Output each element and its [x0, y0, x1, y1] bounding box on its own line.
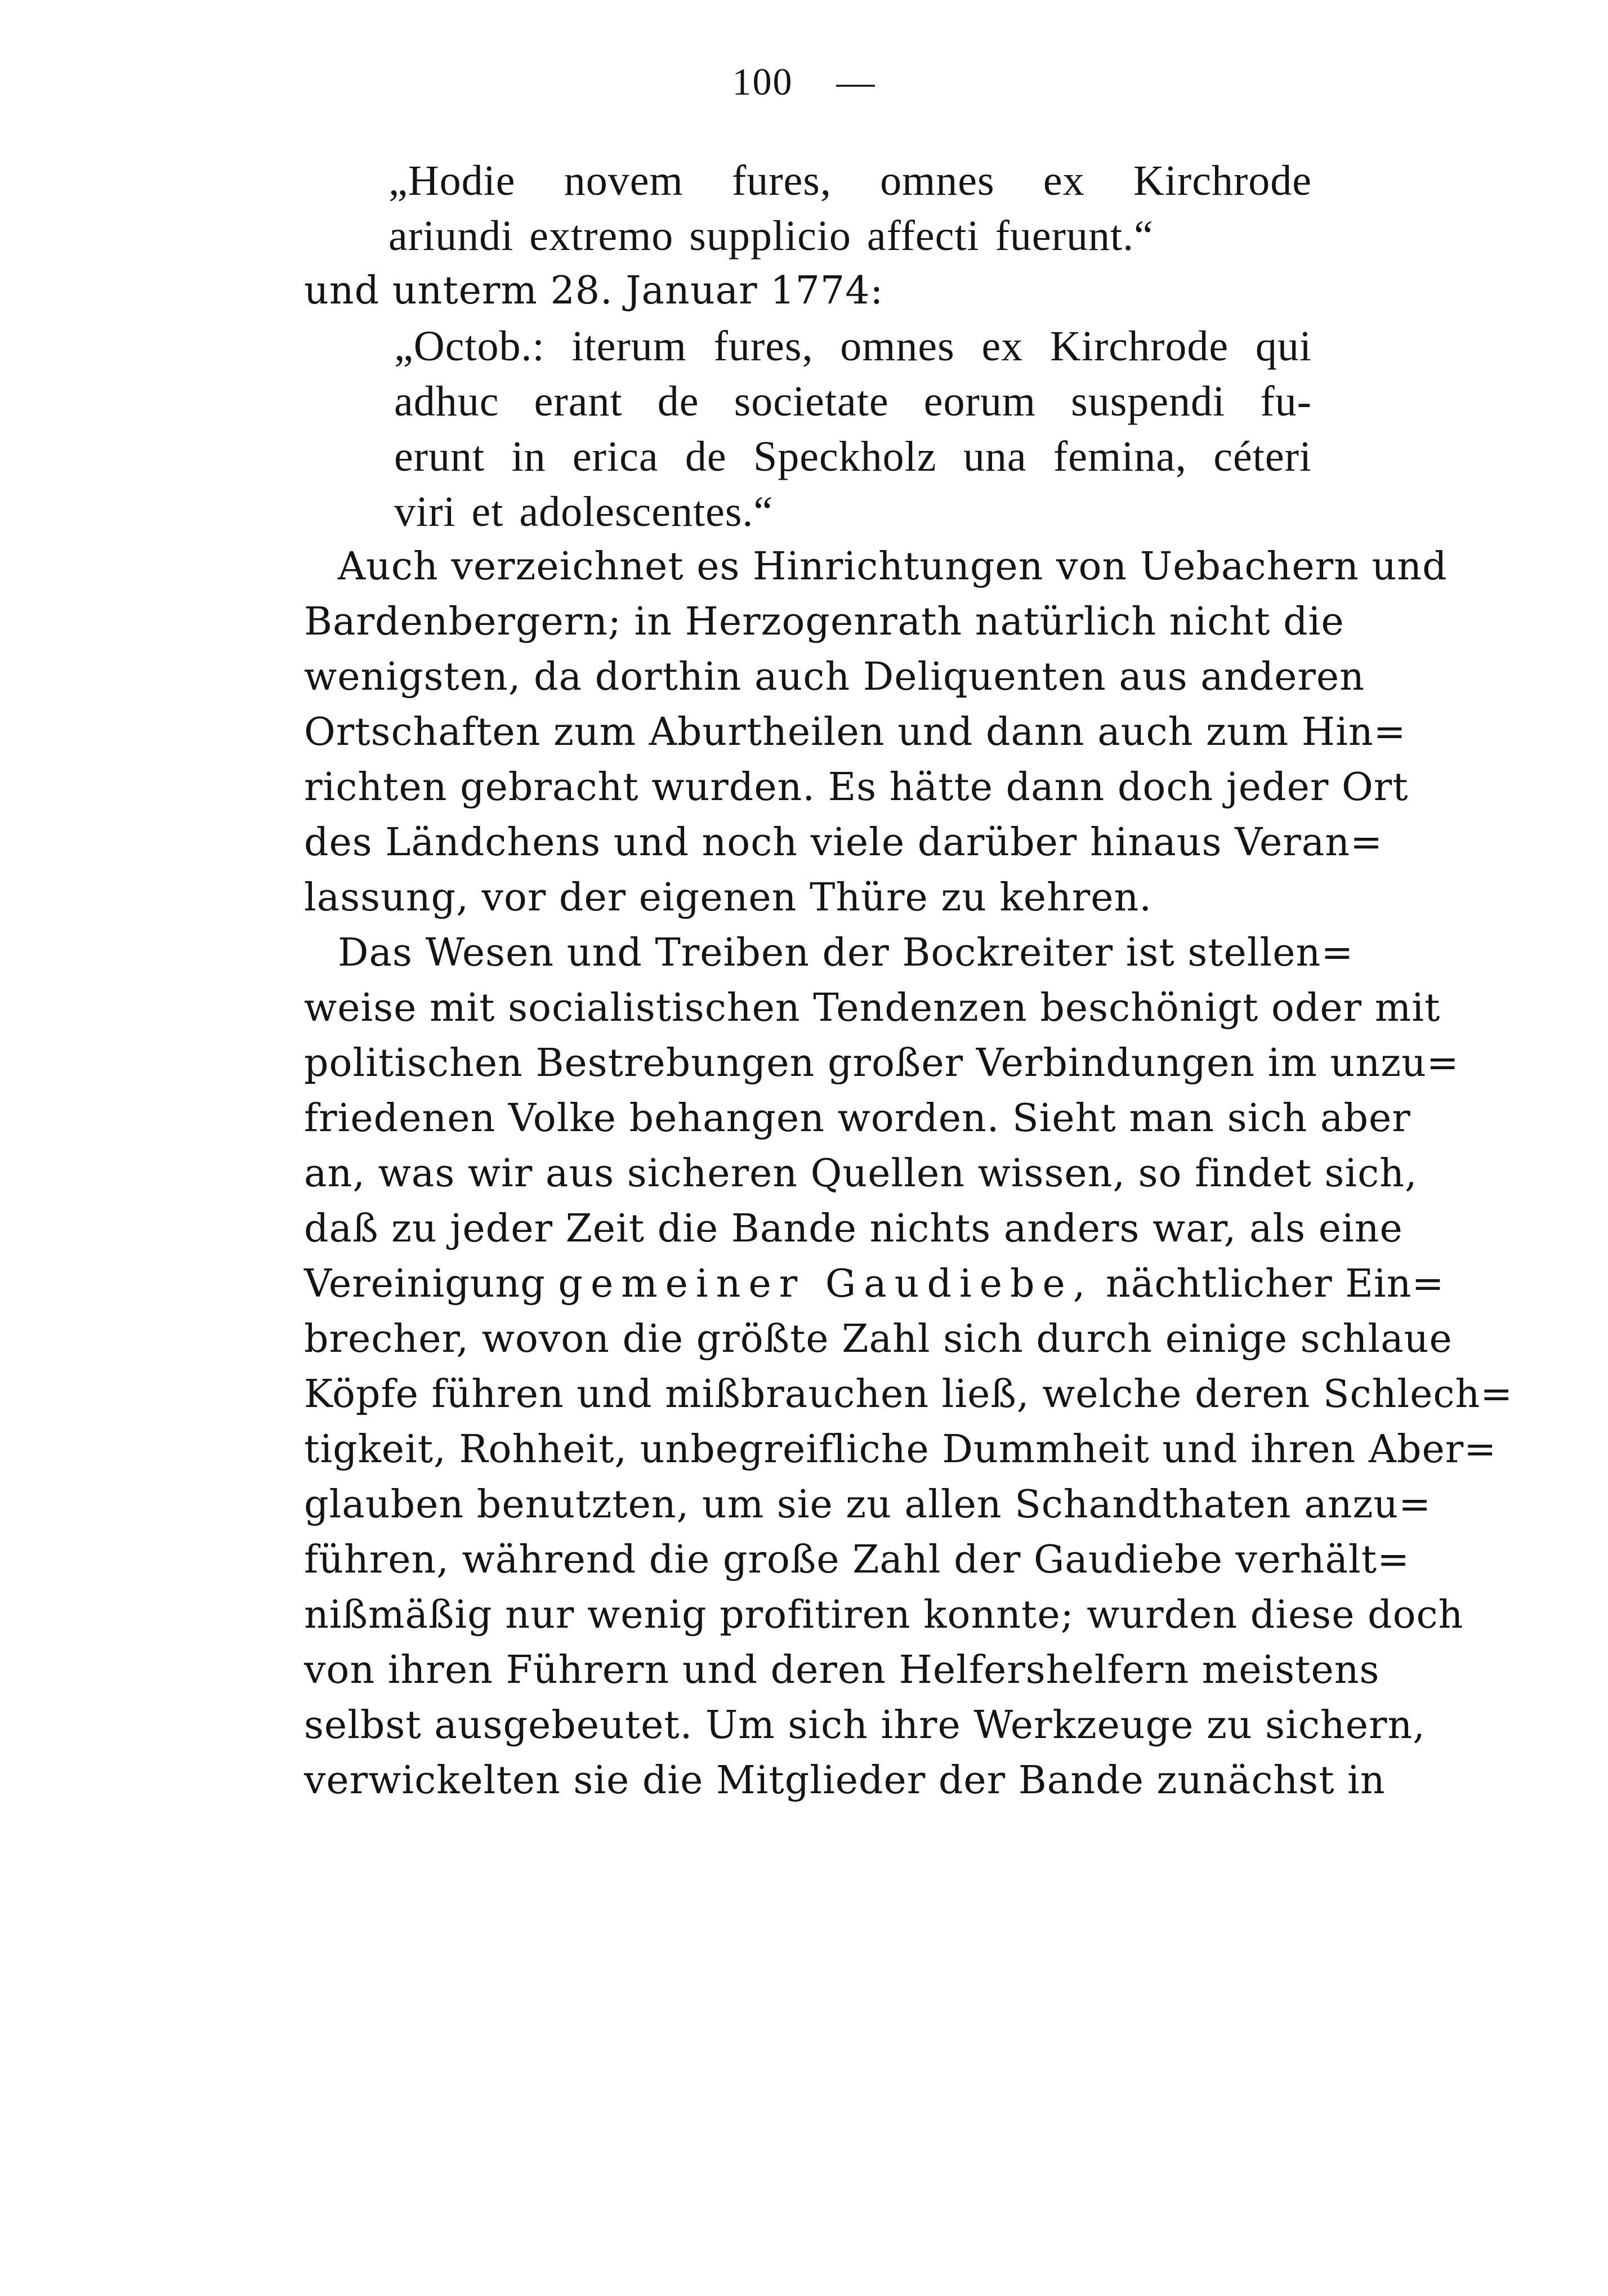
page-header: [0, 53, 1608, 110]
spaced-line-before: Vereinigung: [304, 1262, 559, 1306]
spaced-emphasis: gemeiner Gaudiebe,: [558, 1262, 1093, 1306]
paragraph-1: [304, 539, 1448, 926]
paragraph-line: des Ländchens und noch viele darüber hinaus Veran=: [304, 820, 1383, 865]
paragraph-line: Das Wesen und Treiben der Bockreiter ist stellen=: [338, 931, 1354, 975]
header-dash: —: [836, 60, 876, 103]
paragraph-line: daß zu jeder Zeit die Bande nichts anders war, als eine: [304, 1207, 1403, 1251]
paragraph-line: lassung, vor der eigenen Thüre zu kehren.: [304, 875, 1152, 920]
quote-line: viri et adolescentes.“: [394, 488, 774, 535]
paragraph-line: an, was wir aus sicheren Quellen wissen, so findet sich,: [304, 1151, 1418, 1196]
intro-line-block: [304, 263, 1312, 319]
quote-line: „Hodie novem fures, omnes ex Kirchrode: [388, 157, 1312, 204]
quote-line: ariundi extremo supplicio affecti fuerunt.“: [388, 212, 1154, 260]
paragraph-line: Ortschaften zum Aburtheilen und dann auch zum Hin=: [304, 710, 1406, 754]
paragraph-line: führen, während die große Zahl der Gaudiebe verhält=: [304, 1538, 1410, 1582]
paragraph-line: brecher, wovon die größte Zahl sich durch einige schlaue: [304, 1317, 1453, 1361]
quote-line: „Octob.: iterum fures, omnes ex Kirchrode qui: [394, 323, 1312, 370]
paragraph-line: politischen Bestrebungen großer Verbindungen im unzu=: [304, 1041, 1459, 1086]
paragraph-line: tigkeit, Rohheit, unbegreifliche Dummheit und ihren Aber=: [304, 1427, 1497, 1472]
paragraph-line: weise mit socialistischen Tendenzen beschönigt oder mit: [304, 986, 1441, 1030]
intro-line: und unterm 28. Januar 1774:: [304, 269, 884, 313]
quote-line: erunt in erica de Speckholz una femina, céteri: [394, 433, 1312, 480]
spaced-line-after: nächtlicher Ein=: [1093, 1262, 1445, 1306]
paragraph-line: richten gebracht wurden. Es hätte dann doch jeder Ort: [304, 765, 1409, 810]
paragraph-line-spaced: [304, 1257, 1445, 1312]
paragraph-line: Köpfe führen und mißbrauchen ließ, welche deren Schlech=: [304, 1372, 1513, 1417]
paragraph-line: selbst ausgebeutet. Um sich ihre Werkzeuge zu sichern,: [304, 1703, 1426, 1748]
paragraph-line: von ihren Führern und deren Helfershelfern meistens: [304, 1648, 1380, 1692]
paragraph-line: verwickelten sie die Mitglieder der Bande zunächst in: [304, 1758, 1386, 1803]
paragraph-line: friedenen Volke behangen worden. Sieht man sich aber: [304, 1096, 1411, 1141]
paragraph-line: wenigsten, da dorthin auch Deliquenten aus anderen: [304, 655, 1365, 699]
paragraph-line: Bardenbergern; in Herzogenrath natürlich nicht die: [304, 600, 1345, 644]
paragraph-line: glauben benutzten, um sie zu allen Schandthaten anzu=: [304, 1482, 1432, 1527]
page-number: 100: [732, 60, 793, 103]
paragraph-line: nißmäßig nur wenig profitiren konnte; wurden diese doch: [304, 1593, 1464, 1637]
latin-quote-2: [304, 319, 1312, 539]
paragraph-line: Auch verzeichnet es Hinrichtungen von Uebachern und: [338, 544, 1448, 589]
latin-quote-1: [304, 153, 1312, 263]
quote-line: adhuc erant de societate eorum suspendi fu-: [394, 378, 1312, 425]
paragraph-2: [304, 926, 1513, 1808]
